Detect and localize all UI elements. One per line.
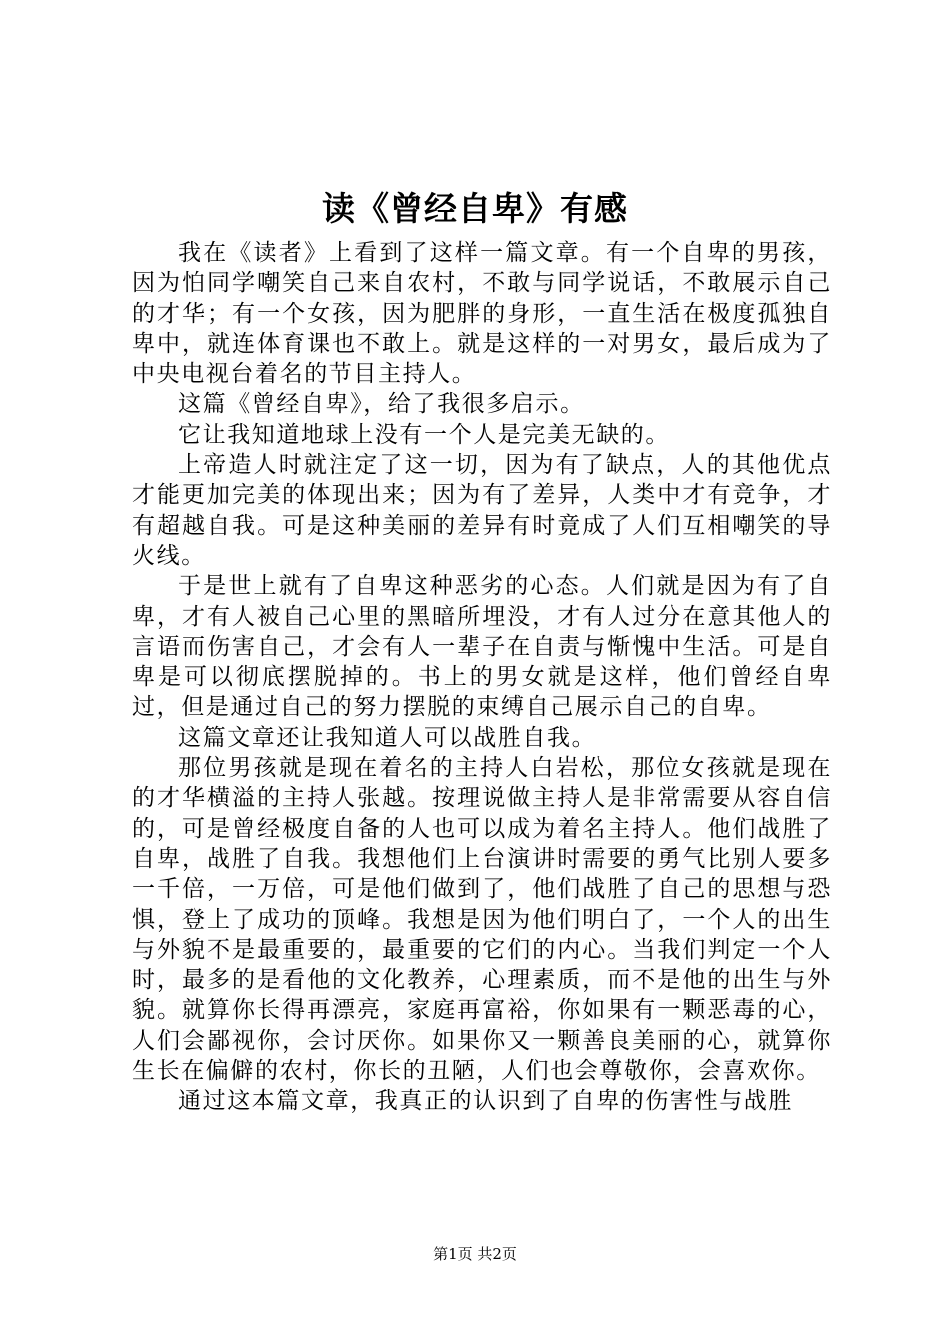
paragraph-3: 它让我知道地球上没有一个人是完美无缺的。: [178, 421, 670, 448]
paragraph-4: 上帝造人时就注定了这一切，因为有了缺点，人的其他优点才能更加完美的体现出来；因为有了差异，人类中才有竞争，才有超越自我。可是这种美丽的差异有时竟成了人们互相嘲笑的导火线。: [132, 452, 832, 569]
paragraph-7: 那位男孩就是现在着名的主持人白岩松，那位女孩就是现在的才华横溢的主持人张越。按理说做主持人是非常需要从容自信的，可是曾经极度自备的人也可以成为着名主持人。他们战胜了自卑，战胜了自我。我想他们上台演讲时需要的勇气比别人要多一千倍，一万倍，可是他们做到了，他们战胜了自己的思想与恐惧，登上了成功的顶峰。我想是因为他们明白了，一个人的出生与外貌不是最重要的，最重要的它们的内心。当我们判定一个人时，最多的是看他的文化教养，心理素质，而不是他的出生与外貌。就算你长得再漂亮，家庭再富裕，你如果有一颗恶毒的心，人们会鄙视你，会讨厌你。如果你又一颗善良美丽的心，就算你生长在偏僻的农村，你长的丑陋，人们也会尊敬你，会喜欢你。: [132, 755, 832, 1085]
paragraph-5: 于是世上就有了自卑这种恶劣的心态。人们就是因为有了自卑，才有人被自己心里的黑暗所埋没，才有人过分在意其他人的言语而伤害自己，才会有人一辈子在自责与惭愧中生活。可是自卑是可以彻底摆脱掉的。书上的男女就是这样，他们曾经自卑过，但是通过自己的努力摆脱的束缚自己展示自己的自卑。: [132, 573, 832, 721]
paragraph-6: 这篇文章还让我知道人可以战胜自我。: [178, 724, 597, 751]
article-body: [132, 238, 832, 1117]
paragraph-1: 我在《读者》上看到了这样一篇文章。有一个自卑的男孩，因为怕同学嘲笑自己来自农村，不敢与同学说话，不敢展示自己的才华；有一个女孩，因为肥胖的身形，一直生活在极度孤独自卑中，就连体育课也不敢上。就是这样的一对男女，最后成为了中央电视台着名的节目主持人。: [132, 240, 832, 388]
page-title: 读《曾经自卑》有感: [322, 189, 628, 228]
page-number-footer: 第1页 共2页: [433, 1245, 517, 1263]
paragraph-8: 通过这本篇文章，我真正的认识到了自卑的伤害性与战胜: [178, 1088, 793, 1115]
paragraph-2: 这篇《曾经自卑》，给了我很多启示。: [178, 391, 585, 418]
